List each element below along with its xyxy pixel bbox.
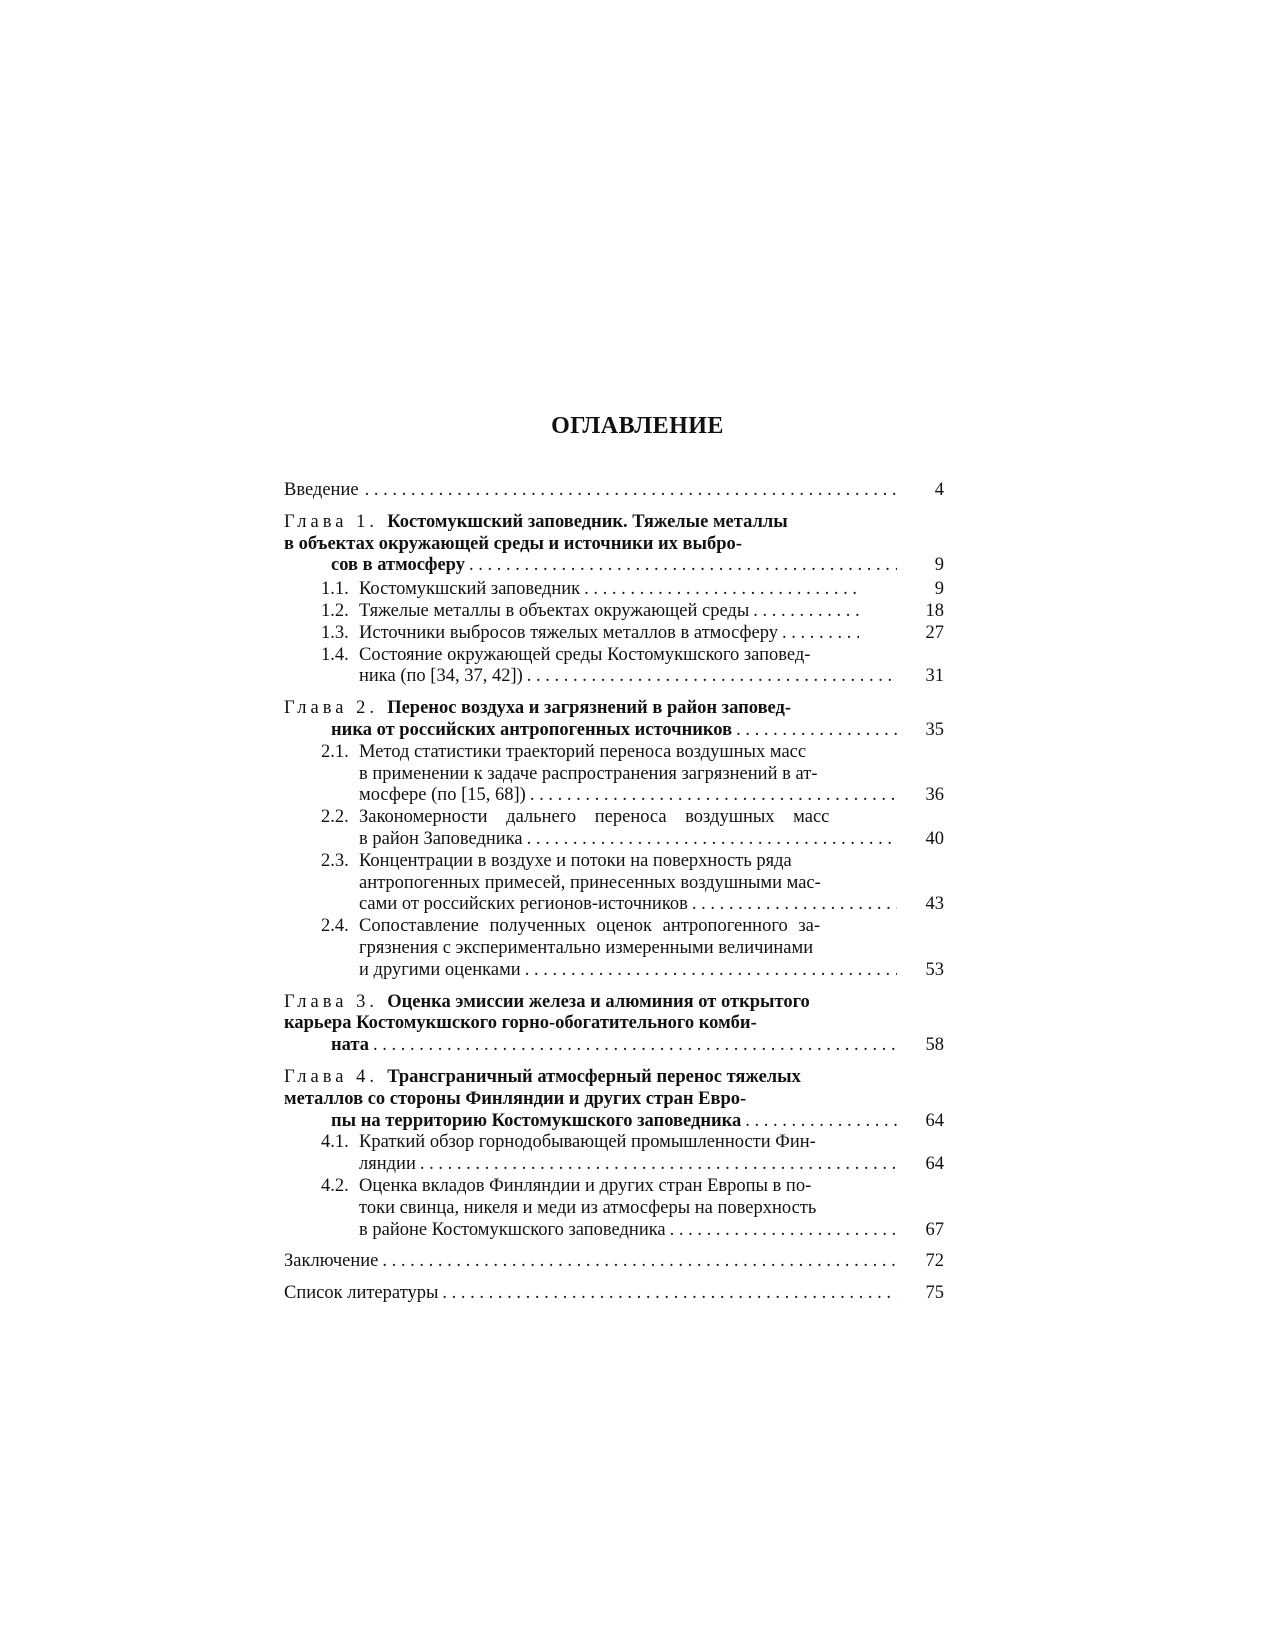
section-title-line: Состояние окружающей среды Костомукшского заповед-: [359, 644, 811, 665]
section-title-line: в применении к задаче распространения загрязнений в ат-: [359, 763, 818, 784]
section-number: 2.3.: [321, 850, 349, 871]
section-number: 1.4.: [321, 644, 349, 665]
dot-leader: [527, 666, 897, 688]
toc-page-number: 9: [934, 555, 944, 576]
dot-leader: [373, 1035, 897, 1057]
section-number: 4.1.: [321, 1132, 349, 1153]
dot-leader: [420, 1154, 897, 1176]
toc-section-1-2[interactable]: [284, 601, 944, 623]
toc-page-number: 64: [925, 1154, 944, 1175]
section-title-line: токи свинца, никеля и меди из атмосферы на поверхность: [359, 1197, 817, 1218]
chapter-title-line: пы на территорию Костомукшского заповедника: [331, 1110, 742, 1131]
chapter-label: Глава 3.: [284, 991, 378, 1012]
section-title-line: в районе Костомукшского заповедника: [359, 1219, 666, 1240]
toc-section-4-1[interactable]: [284, 1132, 944, 1176]
section-title-line: Закономерности дальнего переноса воздушных масс: [359, 807, 830, 828]
dot-leader: [692, 894, 897, 916]
section-number: 2.1.: [321, 741, 349, 762]
chapter-title-line: металлов со стороны Финляндии и других стран Евро-: [284, 1088, 747, 1109]
toc-entry-references[interactable]: [284, 1283, 944, 1305]
dot-leader: [745, 1111, 897, 1133]
section-title-line: Концентрации в воздухе и потоки на поверхность ряда: [359, 850, 792, 871]
toc-chapter-heading[interactable]: [284, 1067, 944, 1132]
chapter-title-line: сов в атмосферу: [331, 555, 465, 576]
section-title-line: Источники выбросов тяжелых металлов в атмосферу: [359, 622, 778, 643]
dot-leader: [527, 829, 897, 851]
section-number: 2.4.: [321, 916, 349, 937]
chapter-title-line: ника от российских антропогенных источников: [331, 719, 733, 740]
toc-section-1-1[interactable]: [284, 579, 944, 601]
dot-leader: [469, 555, 897, 577]
toc-page-number: 36: [925, 785, 944, 806]
toc-page-number: 9: [934, 579, 944, 600]
section-title-line: антропогенных примесей, принесенных воздушными мас-: [359, 872, 821, 893]
toc-page-number: 4: [934, 480, 944, 500]
dot-leader: [584, 579, 859, 601]
section-title-line: Костомукшский заповедник: [359, 579, 581, 600]
dot-leader: [782, 623, 859, 645]
toc-page-number: 67: [925, 1219, 944, 1240]
dot-leader: [442, 1283, 897, 1305]
chapter-title-line: Трансграничный атмосферный перенос тяжелых: [387, 1066, 801, 1087]
toc-page-number: 40: [925, 828, 944, 849]
section-title-line: Краткий обзор горнодобывающей промышленности Фин-: [359, 1132, 816, 1153]
section-title-line: и другими оценками: [359, 959, 521, 980]
dot-leader: [525, 960, 897, 982]
section-title-line: Тяжелые металлы в объектах окружающей среды: [359, 600, 750, 621]
toc-chapter-heading[interactable]: [284, 512, 944, 577]
toc-section-2-4[interactable]: [284, 916, 944, 981]
section-number: 2.2.: [321, 807, 349, 828]
section-number: 1.2.: [321, 600, 349, 621]
toc-chapter-4: [284, 1067, 944, 1241]
toc-page-number: 43: [925, 894, 944, 915]
chapter-title-line: ната: [331, 1035, 369, 1056]
chapter-title-line: в объектах окружающей среды и источники их выбро-: [284, 533, 742, 554]
toc-entry-introduction[interactable]: [284, 480, 944, 502]
toc-page-number: 58: [925, 1035, 944, 1056]
page-title: ОГЛАВЛЕНИЕ: [551, 413, 724, 439]
section-number: 1.1.: [321, 579, 349, 600]
toc-page-number: 64: [925, 1110, 944, 1131]
dot-leader: [382, 1251, 897, 1273]
dot-leader: [736, 720, 897, 742]
chapter-title-line: Перенос воздуха и загрязнений в район заповед-: [387, 698, 792, 719]
toc-page-number: 18: [925, 600, 944, 621]
toc-page-number: 27: [925, 622, 944, 643]
toc-chapter-3: [284, 992, 944, 1057]
chapter-title-line: карьера Костомукшского горно-обогатительного комби-: [284, 1013, 757, 1034]
toc-page-number: 53: [925, 959, 944, 980]
chapter-label: Глава 2.: [284, 698, 378, 719]
dot-leader: [530, 785, 897, 807]
chapter-title-line: Костомукшский заповедник. Тяжелые металлы: [387, 511, 788, 532]
toc-section-2-2[interactable]: [284, 807, 944, 851]
section-title-line: Оценка вкладов Финляндии и других стран Европы в по-: [359, 1175, 812, 1196]
dot-leader: [365, 480, 897, 502]
toc-page-number: 35: [925, 719, 944, 740]
section-title-line: сами от российских регионов-источников: [359, 894, 688, 915]
section-title-line: в район Заповедника: [359, 828, 523, 849]
toc-page-number: 75: [925, 1283, 944, 1304]
toc-entry-title: Введение: [284, 480, 359, 500]
toc-chapter-heading[interactable]: [284, 992, 944, 1057]
section-title-line: Метод статистики траекторий переноса воздушных масс: [359, 741, 807, 762]
dot-leader: [670, 1220, 897, 1242]
section-title-line: ника (по [34, 37, 42]): [359, 666, 523, 687]
toc-entry-title: Заключение: [284, 1251, 379, 1272]
section-title-line: Сопоставление полученных оценок антропогенного за-: [359, 916, 820, 937]
toc-section-4-2[interactable]: [284, 1176, 944, 1241]
toc-chapter-1: [284, 512, 944, 688]
toc-chapter-heading[interactable]: [284, 698, 944, 742]
toc-entry-title: Список литературы: [284, 1283, 439, 1304]
section-title-line: мосфере (по [15, 68]): [359, 785, 526, 806]
toc-section-1-4[interactable]: [284, 645, 944, 689]
toc-chapter-2: [284, 698, 944, 981]
toc-page-number: 72: [925, 1251, 944, 1272]
section-number: 4.2.: [321, 1175, 349, 1196]
chapter-label: Глава 1.: [284, 511, 378, 532]
dot-leader: [753, 601, 859, 623]
toc-entry-conclusion[interactable]: [284, 1251, 944, 1273]
chapter-title-line: Оценка эмиссии железа и алюминия от открытого: [387, 991, 810, 1012]
toc-page-number: 31: [925, 666, 944, 687]
toc-section-1-3[interactable]: [284, 623, 944, 645]
section-number: 1.3.: [321, 622, 349, 643]
table-of-contents: [284, 480, 944, 1315]
section-title-line: грязнения с экспериментально измеренными величинами: [359, 937, 814, 958]
toc-section-2-1[interactable]: [284, 742, 944, 807]
chapter-label: Глава 4.: [284, 1066, 378, 1087]
section-title-line: ляндии: [359, 1154, 416, 1175]
toc-section-2-3[interactable]: [284, 851, 944, 916]
